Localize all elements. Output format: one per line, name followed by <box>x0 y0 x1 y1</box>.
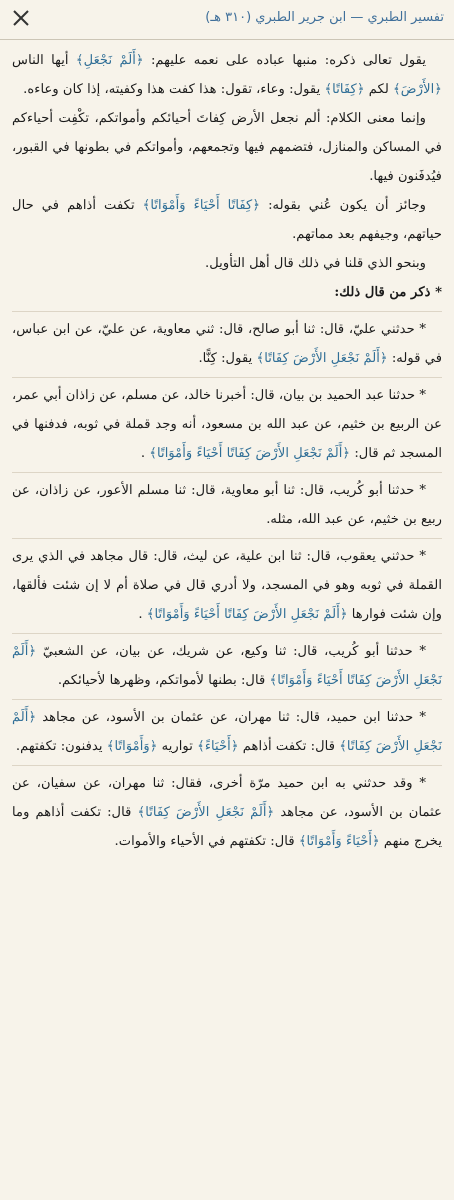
quran-verse[interactable]: ﴿أَلَمْ نَجْعَلِ الأَرْضَ كِفَاتًا﴾ <box>12 710 442 754</box>
text-span: أيها الناس <box>12 53 76 68</box>
text-span: * وقد حدثني به ابن حميد مرّة أخرى، فقال: ثنا مهران، عن سفيان، عن عثمان بن الأسود، عن مجاهد <box>12 776 442 820</box>
passage <box>12 381 442 468</box>
text-span: * حدثنا ابن حميد، قال: ثنا مهران، عن عثمان بن الأسود، عن مجاهد <box>36 710 426 725</box>
heading-text: ذكر من قال ذلك: <box>334 285 431 300</box>
text-span: تكفت أذاهم في حال حياتهم، وجيفهم بعد مماتهم. <box>12 198 442 242</box>
quran-verse[interactable]: ﴿أَلَمْ نَجْعَلِ الأَرْضَ كِفَاتًا أَحْيَاءً وَأَمْوَاتًا﴾ <box>146 607 348 622</box>
text-span: قال: بطنها لأمواتكم، وظهرها لأحيائكم. <box>57 673 270 688</box>
passage <box>12 104 442 191</box>
text-span: تواريه <box>157 739 198 754</box>
passage <box>12 637 442 695</box>
passage <box>12 315 442 373</box>
text-span: وجائز أن يكون عُني بقوله: <box>260 198 426 213</box>
quran-verse[interactable]: ﴿وَأَمْوَاتًا﴾ <box>106 739 158 754</box>
text-span: يقول: كِنًّا. <box>198 351 257 366</box>
divider <box>12 633 442 634</box>
quran-verse[interactable]: ﴿أَحْيَاءً﴾ <box>197 739 239 754</box>
divider <box>12 538 442 539</box>
quran-verse[interactable]: ﴿كِفَاتًا أَحْيَاءً وَأَمْوَاتًا﴾ <box>142 198 261 213</box>
text-span: * حدثني يعقوب، قال: ثنا ابن علية، عن ليث، قال: قال مجاهد في الذي يرى القملة في ثوبه وهو في المسجد، ولا أدري قال في صلاة أم لا إن شئت فألقها، وإن شئت فوارها <box>12 549 442 622</box>
book-title: تفسير الطبري — ابن جرير الطبري (٣١٠ هـ) <box>205 10 444 25</box>
quran-verse[interactable]: ﴿أَلَمْ نَجْعَلِ الأَرْضَ كِفَاتًا﴾ <box>137 805 275 820</box>
narration <box>12 542 442 629</box>
narration <box>12 381 442 468</box>
divider <box>12 472 442 473</box>
text-span: يقول تعالى ذكره: منبها عباده على نعمه عليهم: <box>143 53 427 68</box>
text-span: قال: تكفت أذاهم <box>238 739 340 754</box>
text-span: وإنما معنى الكلام: ألم نجعل الأرض كِفاتَ أحيائكم وأمواتكم، تكْفِت أحياءكم في المساكن والمنازل، فتضمهم فيها وتجمعهم، وأمواتكم في بطونها في القبور، فيُدفَنون فيها. <box>12 111 442 184</box>
narration <box>12 637 442 695</box>
narration <box>12 315 442 373</box>
passage <box>12 542 442 629</box>
quran-verse[interactable]: ﴿أَلَمْ نَجْعَلِ﴾ <box>75 53 144 68</box>
text-span: لكم <box>364 82 394 97</box>
quran-verse[interactable]: ﴿الأَرْضَ﴾ <box>393 82 442 97</box>
quran-verse[interactable]: ﴿أَلَمْ نَجْعَلِ الأَرْضَ كِفَاتًا أَحْيَاءً وَأَمْوَاتًا﴾ <box>12 644 442 688</box>
passage <box>12 46 442 104</box>
divider <box>12 765 442 766</box>
text-span: قال: تكفت أذاهم وما يخرج منهم <box>12 805 442 849</box>
passage <box>12 703 442 761</box>
text-span: قال: تكفتهم في الأحياء والأموات. <box>114 834 299 849</box>
text-span: يدفنون: تكفتهم. <box>15 739 107 754</box>
tafsir-text <box>0 40 454 856</box>
passage <box>12 191 442 249</box>
close-icon[interactable] <box>12 9 30 27</box>
quran-verse[interactable]: ﴿كِفَاتًا﴾ <box>324 82 365 97</box>
paragraph-1 <box>12 46 442 307</box>
text-span: . <box>140 446 150 461</box>
divider <box>12 699 442 700</box>
text-span: وبنحو الذي قلنا في ذلك قال أهل التأويل. <box>205 256 426 271</box>
quran-verse[interactable]: ﴿أَحْيَاءً وَأَمْوَاتًا﴾ <box>298 834 380 849</box>
divider <box>12 377 442 378</box>
close-button[interactable] <box>8 5 34 31</box>
text-span: * حدثنا أبو كُريب، قال: ثنا وكيع، عن شريك، عن بيان، عن الشعبيّ <box>36 644 426 659</box>
text-span: . <box>138 607 147 622</box>
narration <box>12 476 442 534</box>
passage <box>12 769 442 856</box>
section-heading <box>12 278 442 307</box>
text-span: * حدثنا عبد الحميد بن بيان، قال: أخبرنا خالد، عن مسلم، عن زاذان أبي عمر، عن الربيع بن خثيم، عن عبد الله بن مسعود، أنه وجد قملة في ثوبه، فدفنها في المسجد ثم قال: <box>12 388 442 461</box>
text-span: * حدثني عليّ، قال: ثنا أبو صالح، قال: ثني معاوية، عن عليّ، عن ابن عباس، في قوله: <box>12 322 442 366</box>
narration <box>12 769 442 856</box>
heading-star: * <box>430 285 442 300</box>
quran-verse[interactable]: ﴿أَلَمْ نَجْعَلِ الأَرْضَ كِفَاتًا﴾ <box>256 351 388 366</box>
top-bar <box>0 0 454 40</box>
passage <box>12 249 442 278</box>
passage <box>12 476 442 534</box>
quran-verse[interactable]: ﴿أَلَمْ نَجْعَلِ الأَرْضَ كِفَاتًا أَحْيَاءً وَأَمْوَاتًا﴾ <box>149 446 351 461</box>
text-span: * حدثنا أبو كُريب، قال: ثنا أبو معاوية، قال: ثنا مسلم الأعور، عن زاذان، عن ربيع بن خثيم، عن عبد الله، مثله. <box>12 483 442 527</box>
narration <box>12 703 442 761</box>
text-span: يقول: وعاء، تقول: هذا كفت هذا وكفيته، إذا كان وعاءه. <box>23 82 325 97</box>
divider <box>12 311 442 312</box>
